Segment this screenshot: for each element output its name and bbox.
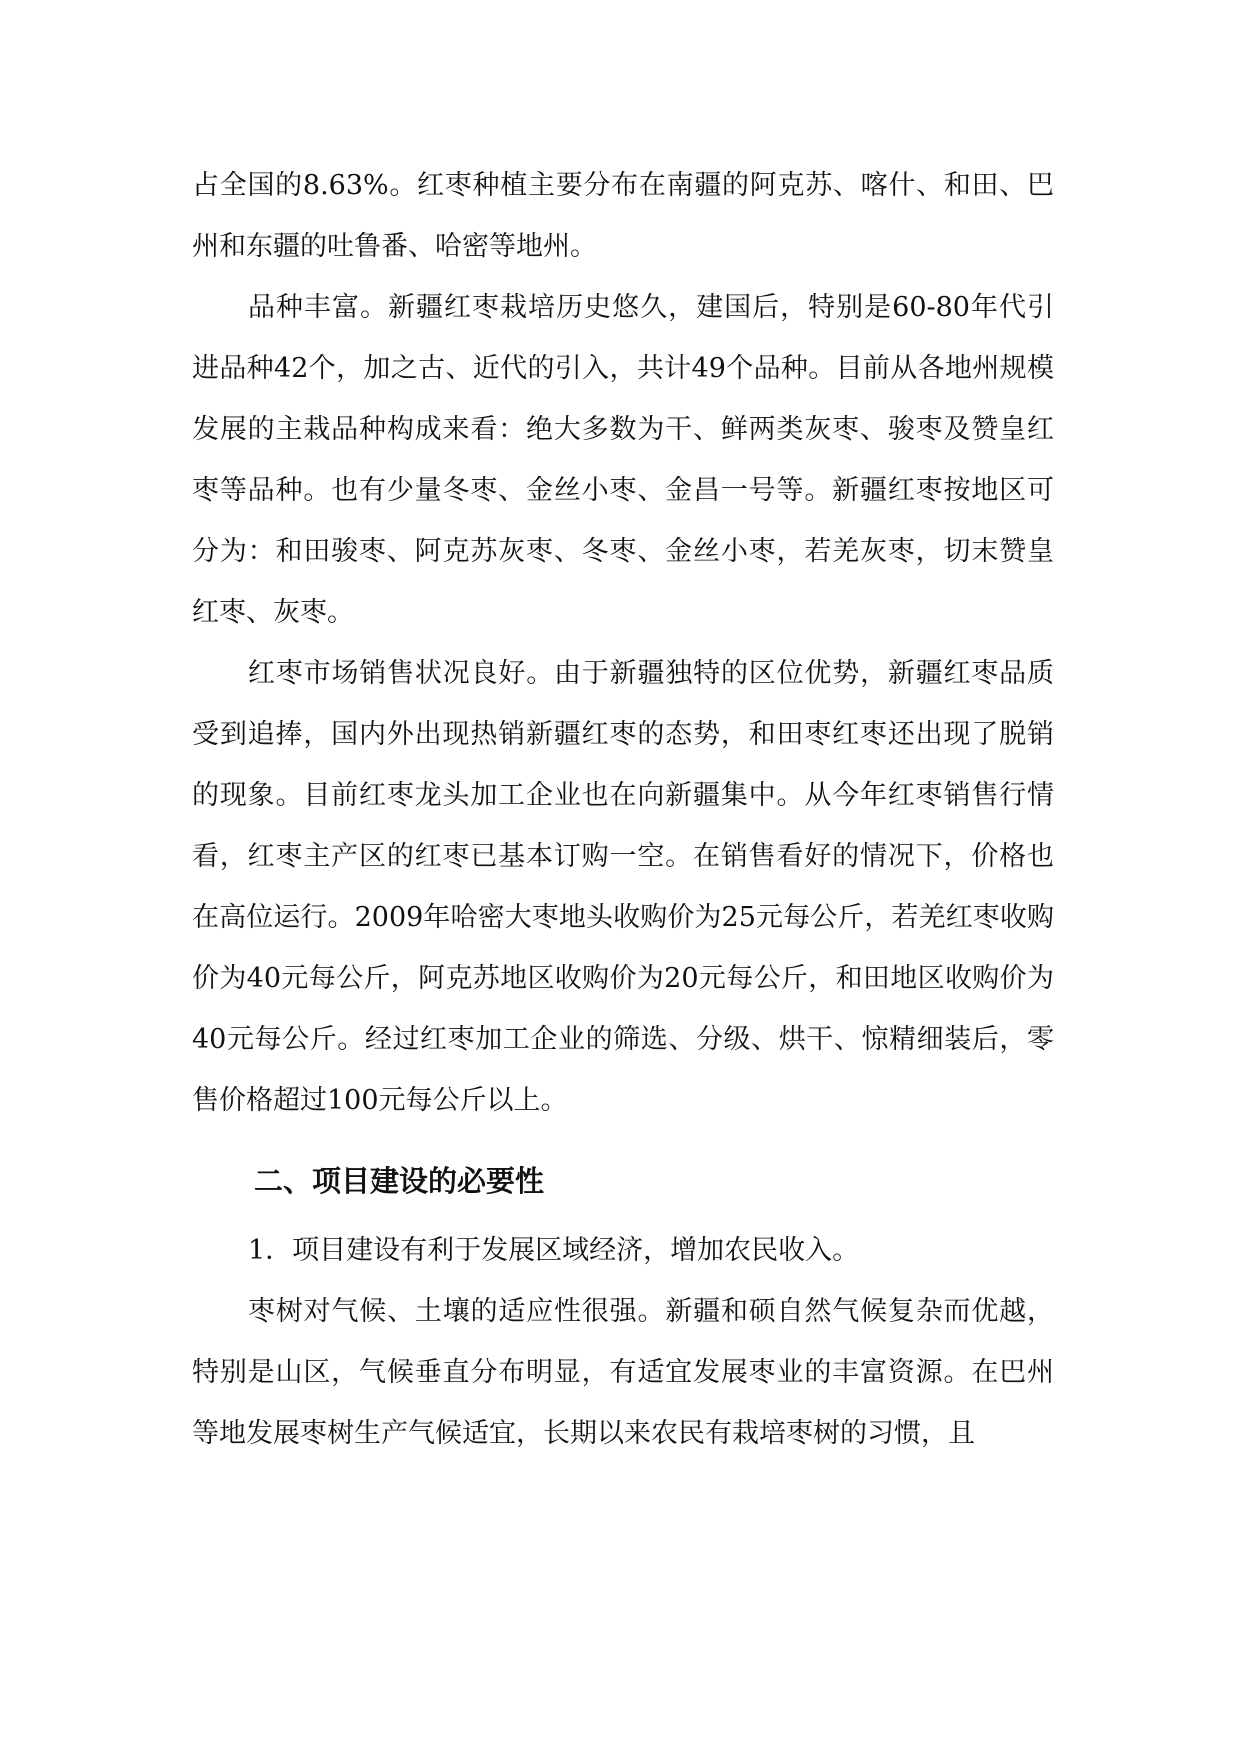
section-heading: 二、项目建设的必要性 bbox=[254, 1164, 545, 1198]
paragraph-market: 红枣市场销售状况良好。由于新疆独特的区位优势，新疆红枣品质受到追捧，国内外出现热销新疆红枣的态势，和田枣红枣还出现了脱销的现象。目前红枣龙头加工企业也在向新疆集中。从今年红枣销售行情看，红枣主产区的红枣已基本订购一空。在销售看好的情况下，价格也在高位运行。2009年哈密大枣地头收购价为25元每公斤，若羌红枣收购价为40元每公斤，阿克苏地区收购价为20元每公斤，和田地区收购价为40元每公斤。经过红枣加工企业的筛选、分级、烘干、惊精细装后，零售价格超过100元每公斤以上。 bbox=[192, 658, 1054, 1116]
paragraph-varieties: 品种丰富。新疆红枣栽培历史悠久，建国后，特别是60-80年代引进品种42个，加之古、近代的引入，共计49个品种。目前从各地州规模发展的主栽品种构成来看：绝大多数为干、鲜两类灰枣、骏枣及赞皇红枣等品种。也有少量冬枣、金丝小枣、金昌一号等。新疆红枣按地区可分为：和田骏枣、阿克苏灰枣、冬枣、金丝小枣，若羌灰枣，切末赞皇红枣、灰枣。 bbox=[192, 292, 1054, 628]
subheading: 1．项目建设有利于发展区域经济，增加农民收入。 bbox=[248, 1235, 860, 1266]
paragraph-continuation: 占全国的8.63%。红枣种植主要分布在南疆的阿克苏、喀什、和田、巴州和东疆的吐鲁番、哈密等地州。 bbox=[192, 170, 1054, 262]
paragraph-climate: 枣树对气候、土壤的适应性很强。新疆和硕自然气候复杂而优越，特别是山区，气候垂直分布明显，有适宜发展枣业的丰富资源。在巴州等地发展枣树生产气候适宜，长期以来农民有栽培枣树的习惯，且 bbox=[192, 1296, 1054, 1449]
document-body bbox=[192, 155, 1054, 1464]
